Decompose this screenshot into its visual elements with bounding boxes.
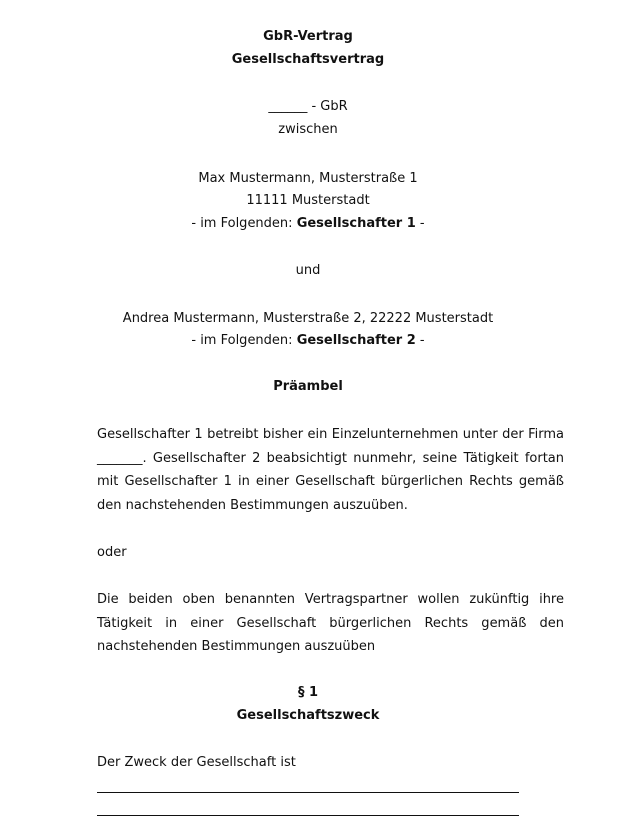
document-subtitle: Gesellschaftsvertrag xyxy=(231,52,385,67)
party2-alias-suffix: - xyxy=(415,333,425,348)
preamble-heading: Präambel xyxy=(273,379,343,394)
section-1-number: § 1 xyxy=(297,685,319,700)
party1-alias xyxy=(0,216,616,232)
party1-city: 11111 Musterstadt xyxy=(246,193,370,208)
section-1-text: Der Zweck der Gesellschaft ist xyxy=(97,755,296,770)
or-text: oder xyxy=(97,545,127,560)
preamble-paragraph-2: Die beiden oben benannten Vertragspartner wollen zukünftig ihre Tätigkeit in einer Gesellschaft bürgerlichen Rechts gemäß den nachstehenden Bestimmungen auszuüben xyxy=(97,592,564,654)
purpose-fill-line-2 xyxy=(97,815,519,816)
gbr-suffix: - GbR xyxy=(307,99,348,114)
company-name-blank: _______ xyxy=(97,450,143,466)
preamble-paragraph-1-end: . Gesellschafter 2 beabsichtigt nunmehr, seine Tätigkeit fortan mit Gesellschafter 1 in einer Gesellschaft bürgerlichen Rechts gemäß den nachstehenden Bestimmungen auszuüben. xyxy=(97,450,564,513)
document-title: GbR-Vertrag xyxy=(263,29,353,44)
party1-alias-suffix: - xyxy=(415,216,425,231)
party2-alias-name: Gesellschafter 2 xyxy=(296,333,416,348)
section-1-title: Gesellschaftszweck xyxy=(236,708,380,723)
party2-alias-prefix: - im Folgenden: xyxy=(191,333,297,348)
party2-name-address: Andrea Mustermann, Musterstraße 2, 22222 Musterstadt xyxy=(122,311,494,326)
and-text: und xyxy=(295,263,321,278)
gbr-name-blank: ______ xyxy=(268,99,308,114)
party2-alias xyxy=(0,333,616,349)
between-text: zwischen xyxy=(278,122,338,137)
preamble-paragraph-1-start: Gesellschafter 1 betreibt bisher ein Einzelunternehmen unter der Firma xyxy=(97,427,564,442)
party1-name-address: Max Mustermann, Musterstraße 1 xyxy=(198,171,418,186)
party1-alias-name: Gesellschafter 1 xyxy=(296,216,416,231)
gbr-name-line xyxy=(0,99,616,115)
preamble-paragraph-1 xyxy=(97,423,564,517)
party1-alias-prefix: - im Folgenden: xyxy=(191,216,297,231)
purpose-fill-line-1 xyxy=(97,792,519,793)
